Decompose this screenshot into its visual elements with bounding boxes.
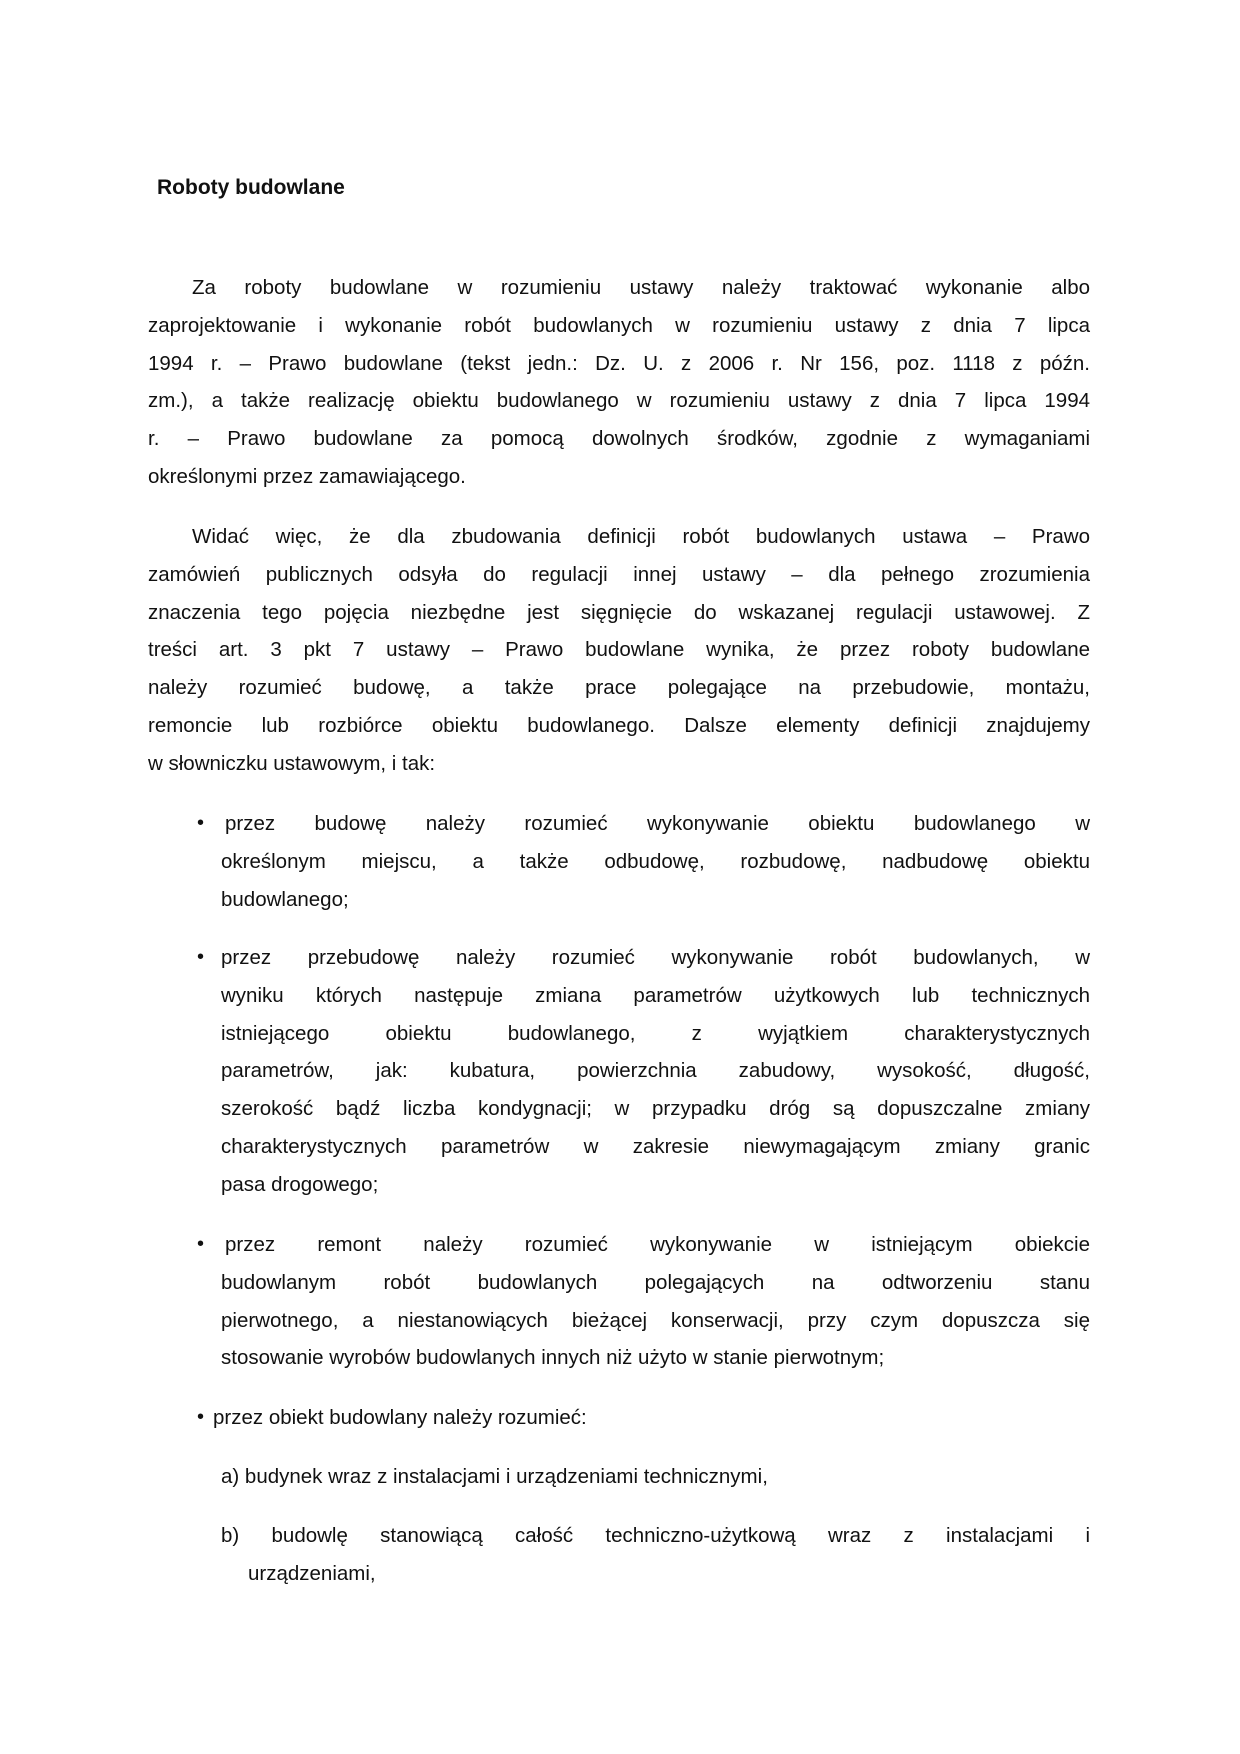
text-line: charakterystycznych parametrów w zakresie niewymagającym zmiany granic [221, 1134, 1090, 1158]
text-line: znaczenia tego pojęcia niezbędne jest sięgnięcie do wskazanej regulacji ustawowej. Z [148, 600, 1090, 624]
text-line: urządzeniami, [248, 1561, 376, 1585]
text-line: pasa drogowego; [221, 1172, 379, 1196]
text-line: pierwotnego, a niestanowiących bieżącej konserwacji, przy czym dopuszcza się [221, 1308, 1090, 1332]
bullet-icon: • [197, 812, 205, 834]
text-line: treści art. 3 pkt 7 ustawy – Prawo budowlane wynika, że przez roboty budowlane [148, 638, 1090, 662]
text-line: 1994 r. – Prawo budowlane (tekst jedn.: Dz. U. z 2006 r. Nr 156, poz. 1118 z późn. [148, 351, 1090, 375]
bullet-icon: • [197, 946, 205, 968]
bullet-item-2 [197, 939, 1090, 1204]
document-heading: Roboty budowlane [157, 176, 345, 199]
text-line: przez budowę należy rozumieć wykonywanie obiektu budowlanego w [225, 812, 1090, 835]
bullet-item-1 [197, 805, 1090, 918]
text-line: szerokość bądź liczba kondygnacji; w przypadku dróg są dopuszczalne zmiany [221, 1097, 1090, 1121]
text-line: zm.), a także realizację obiektu budowlanego w rozumieniu ustawy z dnia 7 lipca 1994 [148, 389, 1090, 413]
bullet-icon: • [197, 1406, 205, 1428]
text-line: parametrów, jak: kubatura, powierzchnia zabudowy, wysokość, długość, [221, 1059, 1090, 1083]
text-line: przez obiekt budowlany należy rozumieć: [213, 1406, 587, 1429]
bullet-item-4 [197, 1399, 1090, 1437]
text-line: zamówień publicznych odsyła do regulacji innej ustawy – dla pełnego zrozumienia [148, 562, 1090, 586]
text-line: remoncie lub rozbiórce obiektu budowlanego. Dalsze elementy definicji znajdujemy [148, 713, 1090, 737]
text-line: w słowniczku ustawowym, i tak: [148, 751, 436, 775]
text-line: istniejącego obiektu budowlanego, z wyjątkiem charakterystycznych [221, 1021, 1090, 1045]
text-line: należy rozumieć budowę, a także prace polegające na przebudowie, montażu, [148, 676, 1090, 700]
text-line: przez remont należy rozumieć wykonywanie w istniejącym obiekcie [225, 1233, 1090, 1256]
text-line: a) budynek wraz z instalacjami i urządzeniami technicznymi, [221, 1465, 768, 1488]
text-line: określonym miejscu, a także odbudowę, rozbudowę, nadbudowę obiektu [221, 849, 1090, 873]
bullet-item-3 [197, 1226, 1090, 1377]
paragraph-2 [148, 518, 1090, 783]
text-line: r. – Prawo budowlane za pomocą dowolnych środków, zgodnie z wymaganiami [148, 427, 1090, 451]
paragraph-1 [148, 269, 1090, 496]
text-line: b) budowlę stanowiącą całość techniczno-użytkową wraz z instalacjami i [221, 1524, 1090, 1547]
sub-item-b [221, 1517, 1090, 1593]
text-line: przez przebudowę należy rozumieć wykonywanie robót budowlanych, w [221, 946, 1090, 969]
bullet-icon: • [197, 1233, 205, 1255]
text-line: Za roboty budowlane w rozumieniu ustawy należy traktować wykonanie albo [192, 276, 1090, 299]
text-line: budowlanym robót budowlanych polegających na odtworzeniu stanu [221, 1270, 1090, 1294]
text-line: wyniku których następuje zmiana parametrów użytkowych lub technicznych [221, 983, 1090, 1007]
sub-item-a [221, 1458, 1090, 1496]
text-line: zaprojektowanie i wykonanie robót budowlanych w rozumieniu ustawy z dnia 7 lipca [148, 313, 1090, 337]
text-line: określonymi przez zamawiającego. [148, 464, 466, 488]
text-line: Widać więc, że dla zbudowania definicji robót budowlanych ustawa – Prawo [192, 525, 1090, 548]
text-line: budowlanego; [221, 887, 349, 911]
text-line: stosowanie wyrobów budowlanych innych niż użyto w stanie pierwotnym; [221, 1346, 885, 1370]
